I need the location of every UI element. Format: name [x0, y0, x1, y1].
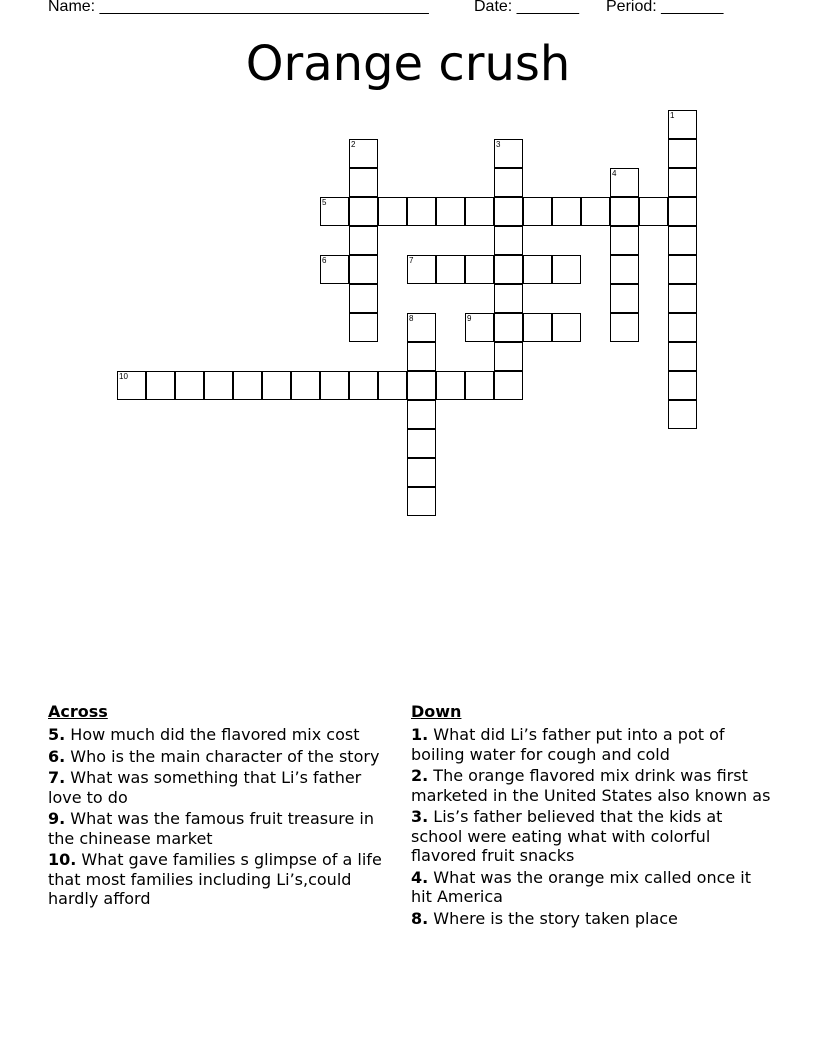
clue-text: Lis’s father believed that the kids at school were eating what with colorful flavored fruit snacks	[411, 807, 723, 865]
clue-number-label: 3.	[411, 807, 429, 826]
grid-cell[interactable]	[465, 255, 494, 284]
grid-cell[interactable]	[668, 168, 697, 197]
down-clue	[411, 807, 771, 866]
grid-cell[interactable]	[668, 400, 697, 429]
down-clue	[411, 909, 771, 929]
grid-cell[interactable]	[610, 226, 639, 255]
grid-cell[interactable]	[668, 110, 697, 139]
grid-cell[interactable]	[494, 313, 523, 342]
clue-number: 3	[496, 140, 501, 149]
grid-cell[interactable]	[291, 371, 320, 400]
grid-cell[interactable]	[552, 197, 581, 226]
grid-cell[interactable]	[610, 168, 639, 197]
clue-number-label: 8.	[411, 908, 429, 928]
grid-cell[interactable]	[204, 371, 233, 400]
grid-cell[interactable]	[262, 371, 291, 400]
down-clue	[411, 725, 771, 764]
across-clue	[48, 768, 388, 807]
grid-cell[interactable]	[465, 313, 494, 342]
across-clue	[48, 809, 388, 848]
grid-cell[interactable]	[523, 197, 552, 226]
grid-cell[interactable]	[349, 371, 378, 400]
grid-cell[interactable]	[494, 226, 523, 255]
grid-cell[interactable]	[465, 197, 494, 226]
grid-cell[interactable]	[436, 197, 465, 226]
grid-cell[interactable]	[668, 342, 697, 371]
down-clues	[411, 702, 771, 930]
grid-cell[interactable]	[494, 197, 523, 226]
clue-text: What did Li’s father put into a pot of boiling water for cough and cold	[411, 725, 725, 764]
clue-number: 9	[467, 314, 472, 323]
across-heading: Across	[48, 702, 108, 721]
grid-cell[interactable]	[320, 197, 349, 226]
across-clue-list	[48, 725, 388, 909]
across-clues	[48, 702, 388, 911]
period-field[interactable]: Period: _______	[606, 0, 724, 15]
grid-cell[interactable]	[610, 313, 639, 342]
clue-number-label: 9.	[48, 809, 66, 828]
grid-cell[interactable]	[465, 371, 494, 400]
grid-cell[interactable]	[668, 226, 697, 255]
grid-cell[interactable]	[494, 139, 523, 168]
grid-cell[interactable]	[668, 139, 697, 168]
grid-cell[interactable]	[378, 197, 407, 226]
grid-cell[interactable]	[494, 342, 523, 371]
grid-cell[interactable]	[349, 168, 378, 197]
student-info-header	[48, 0, 768, 20]
clue-text: The orange flavored mix drink was first marketed in the United States also known as	[411, 766, 771, 805]
grid-cell[interactable]	[349, 226, 378, 255]
grid-cell[interactable]	[233, 371, 262, 400]
grid-cell[interactable]	[668, 197, 697, 226]
clue-text: What gave families s glimpse of a life that most families including Li’s,could hardly afford	[48, 850, 382, 908]
clue-text: Who is the main character of the story	[65, 746, 380, 766]
grid-cell[interactable]	[349, 284, 378, 313]
clue-number-label: 5.	[48, 725, 66, 744]
down-clue	[411, 766, 771, 805]
grid-cell[interactable]	[349, 313, 378, 342]
clue-number: 5	[322, 198, 327, 207]
grid-cell[interactable]	[494, 284, 523, 313]
clue-number: 2	[351, 140, 356, 149]
grid-cell[interactable]	[668, 284, 697, 313]
grid-cell[interactable]	[407, 313, 436, 342]
grid-cell[interactable]	[436, 255, 465, 284]
grid-cell[interactable]	[668, 371, 697, 400]
grid-cell[interactable]	[117, 371, 146, 400]
clue-number-label: 4.	[411, 867, 429, 887]
down-heading: Down	[411, 702, 462, 721]
grid-cell[interactable]	[349, 255, 378, 284]
grid-cell[interactable]	[668, 255, 697, 284]
clue-number-label: 6.	[48, 746, 66, 766]
across-clue	[48, 747, 388, 767]
clue-text: What was the famous fruit treasure in the chinease market	[48, 809, 374, 848]
grid-cell[interactable]	[494, 255, 523, 284]
clue-text: Where is the story taken place	[428, 908, 678, 928]
across-clue	[48, 725, 388, 745]
clue-number-label: 10.	[48, 850, 77, 869]
grid-cell[interactable]	[407, 371, 436, 400]
clue-number: 6	[322, 256, 327, 265]
clue-number: 10	[119, 372, 128, 381]
grid-cell[interactable]	[407, 197, 436, 226]
grid-cell[interactable]	[320, 255, 349, 284]
grid-cell[interactable]	[552, 255, 581, 284]
grid-cell[interactable]	[610, 197, 639, 226]
clue-number: 7	[409, 256, 414, 265]
grid-cell[interactable]	[436, 371, 465, 400]
grid-cell[interactable]	[494, 371, 523, 400]
clue-number-label: 7.	[48, 768, 66, 787]
clue-text: What was something that Li’s father love to do	[48, 768, 362, 807]
down-clue	[411, 868, 771, 907]
grid-cell[interactable]	[668, 313, 697, 342]
grid-cell[interactable]	[407, 458, 436, 487]
grid-cell[interactable]	[349, 139, 378, 168]
clue-number: 1	[670, 111, 675, 120]
grid-cell[interactable]	[407, 342, 436, 371]
grid-cell[interactable]	[523, 255, 552, 284]
grid-cell[interactable]	[494, 168, 523, 197]
grid-cell[interactable]	[552, 313, 581, 342]
grid-cell[interactable]	[320, 371, 349, 400]
grid-cell[interactable]	[407, 429, 436, 458]
grid-cell[interactable]	[378, 371, 407, 400]
grid-cell[interactable]	[523, 313, 552, 342]
grid-cell[interactable]	[581, 197, 610, 226]
grid-cell[interactable]	[407, 400, 436, 429]
clue-text: How much did the flavored mix cost	[65, 725, 360, 744]
grid-cell[interactable]	[146, 371, 175, 400]
date-field[interactable]: Date: _______	[474, 0, 579, 15]
puzzle-title: Orange crush	[245, 36, 571, 92]
grid-cell[interactable]	[349, 197, 378, 226]
grid-cell[interactable]	[639, 197, 668, 226]
clue-text: What was the orange mix called once it hit America	[411, 867, 752, 906]
down-clue-list	[411, 725, 771, 928]
grid-cell[interactable]	[610, 284, 639, 313]
clue-number-label: 2.	[411, 766, 429, 785]
grid-cell[interactable]	[407, 255, 436, 284]
across-clue	[48, 850, 388, 909]
grid-cell[interactable]	[407, 487, 436, 516]
name-field[interactable]: Name: _____________________________________	[48, 0, 429, 15]
clue-number-label: 1.	[411, 725, 429, 744]
grid-cell[interactable]	[175, 371, 204, 400]
clue-number: 4	[612, 169, 617, 178]
grid-cell[interactable]	[610, 255, 639, 284]
clue-number: 8	[409, 314, 414, 323]
